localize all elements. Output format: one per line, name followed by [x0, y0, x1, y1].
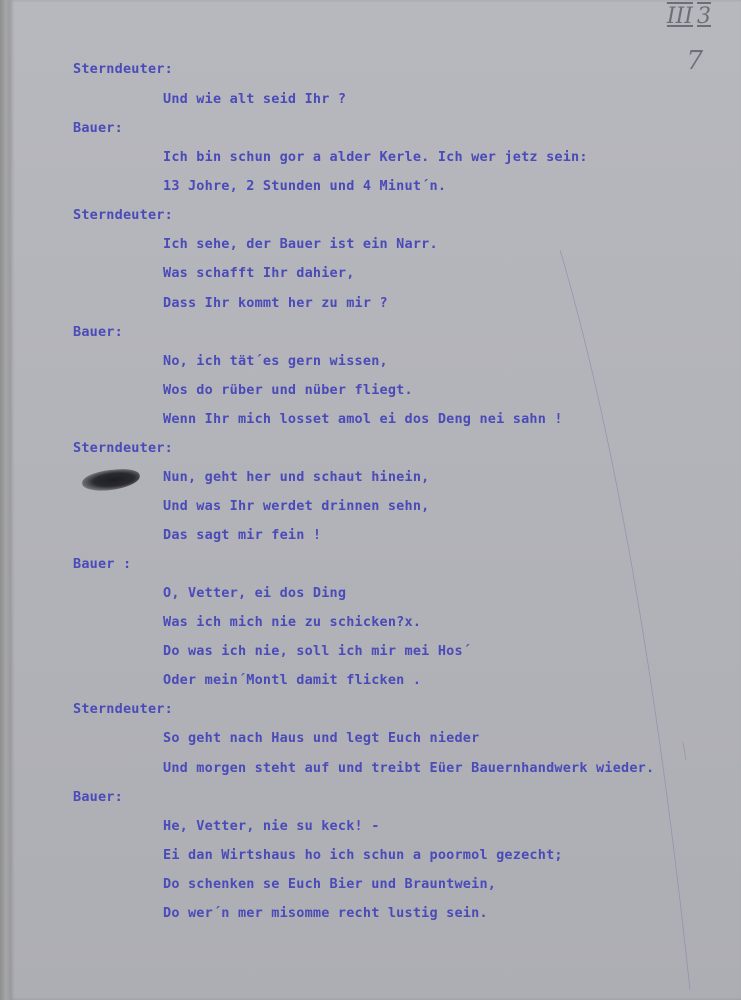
verse-line: Oder mein´Montl damit flicken .: [163, 672, 422, 688]
speaker-label: Sterndeuter:: [73, 207, 173, 223]
archive-roman-numeral: III 3: [666, 4, 711, 29]
speaker-label: Bauer :: [73, 556, 132, 572]
speaker-label: Sterndeuter:: [73, 61, 173, 77]
verse-line: Wenn Ihr mich losset amol ei dos Deng nei sahn !: [163, 411, 563, 427]
verse-line: Ei dan Wirtshaus ho ich schun a poormol gezecht;: [163, 847, 563, 863]
speaker-label: Bauer:: [73, 324, 123, 340]
verse-line: Do schenken se Euch Bier und Brauntwein,: [163, 876, 497, 892]
archive-page-number: 7: [686, 46, 703, 76]
verse-line: Was schafft Ihr dahier,: [163, 265, 355, 281]
verse-line: O, Vetter, ei dos Ding: [163, 585, 347, 601]
verse-line: Do wer´n mer misomme recht lustig sein.: [163, 905, 488, 921]
verse-line: Das sagt mir fein !: [163, 527, 322, 543]
verse-line: Wos do rüber und nüber fliegt.: [163, 382, 413, 398]
verse-line: Und morgen steht auf und treibt Eüer Bauernhandwerk wieder.: [163, 760, 655, 776]
verse-line: Und was Ihr werdet drinnen sehn,: [163, 498, 430, 514]
verse-line: 13 Johre, 2 Stunden und 4 Minut´n.: [163, 178, 447, 194]
speaker-label: Bauer:: [73, 789, 123, 805]
verse-line: Dass Ihr kommt her zu mir ?: [163, 295, 388, 311]
verse-line: He, Vetter, nie su keck! -: [163, 818, 380, 834]
verse-line: Do was ich nie, soll ich mir mei Hos´: [163, 643, 472, 659]
verse-line: Ich bin schun gor a alder Kerle. Ich wer jetz sein:: [163, 149, 588, 165]
verse-line: Ich sehe, der Bauer ist ein Narr.: [163, 236, 438, 252]
speaker-label: Bauer:: [73, 120, 123, 136]
verse-line: Nun, geht her und schaut hinein,: [163, 469, 430, 485]
verse-line: No, ich tät´es gern wissen,: [163, 353, 388, 369]
verse-line: Und wie alt seid Ihr ?: [163, 91, 347, 107]
speaker-label: Sterndeuter:: [73, 701, 173, 717]
speaker-label: Sterndeuter:: [73, 440, 173, 456]
verse-line: Was ich mich nie zu schicken?x.: [163, 614, 422, 630]
verse-line: So geht nach Haus und legt Euch nieder: [163, 730, 480, 746]
archive-sheet-number: 3: [697, 4, 711, 29]
